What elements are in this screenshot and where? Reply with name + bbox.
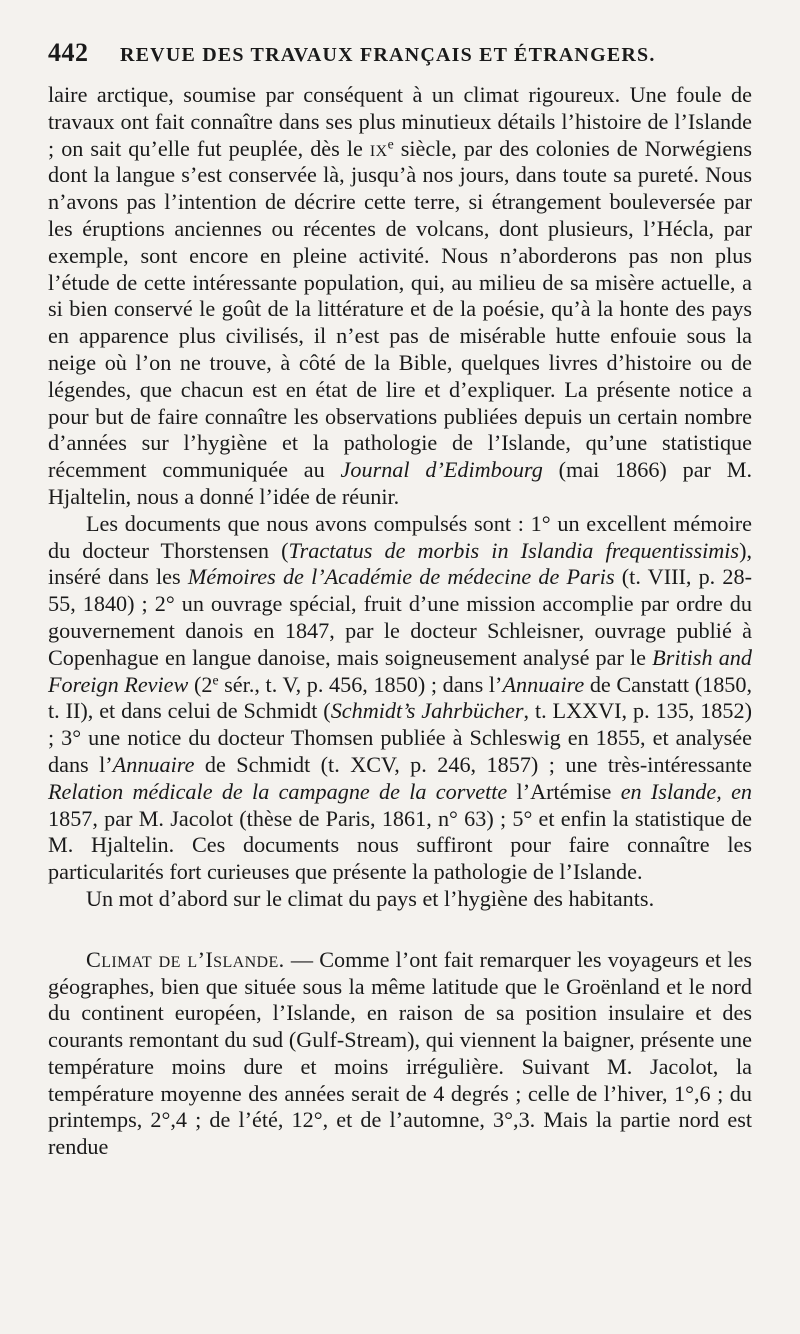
italic-title: Annuaire	[112, 751, 195, 777]
italic-title: Mémoires de l’Académie de médecine de Paris	[187, 564, 615, 590]
body-text	[48, 82, 752, 1161]
superscript: e	[212, 671, 219, 687]
italic-title: Schmidt’s Jahrbücher	[330, 698, 524, 724]
section-heading: Climat de l’Islande.	[86, 946, 285, 972]
page-number: 442	[48, 38, 89, 67]
text-run: sér., t. V, p. 456, 1850) ; dans l’	[218, 671, 503, 697]
text-run: l’Artémise	[507, 778, 621, 804]
running-head	[48, 38, 752, 74]
paragraph-3	[48, 886, 752, 913]
text-run: 1857, par M. Jacolot (thèse de Paris, 1861, n° 63) ; 5° et enfin la statistique de M. Hjaltelin. Ces documents nous suffiront pour faire connaître les particularités fort curieuses que présente la pathologie de l’Islande.	[48, 805, 752, 885]
italic-title: British and Foreign Review	[48, 644, 752, 697]
text-run: ), inséré dans les	[48, 537, 752, 590]
text-run: de Canstatt (1850, t. II), et dans celui de Schmidt (	[48, 671, 753, 724]
italic-title: Annuaire	[502, 671, 585, 697]
paragraph-4	[48, 947, 752, 1161]
text-run: (t. VIII, p. 28-55, 1840) ; 2° un ouvrage spécial, fruit d’une mission accomplie par ordre du gouvernement danois en 1847, par le docteur Schleisner, ouvrage publié à Copenhague en langue danoise, mais soigneusement analysé par le	[48, 564, 752, 670]
running-title: REVUE DES TRAVAUX FRANÇAIS ET ÉTRANGERS.	[120, 44, 656, 66]
section-gap	[48, 913, 752, 947]
paragraph-1	[48, 82, 752, 511]
text-run: — Comme l’ont fait remarquer les voyageurs et les géographes, bien que située sous la même latitude que le Groënland et le nord du continent européen, l’Islande, en raison de sa position insulaire et des courants remontant du sud (Gulf-Stream), qui viennent la baigner, présente une température moins dure et moins irrégulière. Suivant M. Jacolot, la température moyenne des années serait de 4 degrés ; celle de l’hiver, 1°,6 ; du printemps, 2°,4 ; de l’été, 12°, et de l’automne, 3°,3. Mais la partie nord est rendue	[48, 946, 752, 1160]
text-run: (mai 1866) par M. Hjaltelin, nous a donné l’idée de réunir.	[48, 457, 752, 509]
text-run: de Schmidt (t. XCV, p. 246, 1857) ; une très-intéressante	[194, 751, 752, 777]
text-run: laire arctique, soumise par conséquent à un climat rigoureux. Une foule de travaux ont fait connaître dans ses plus minutieux détails l’histoire de l’Islande ; on sait qu’elle fut peuplée, dès le	[48, 82, 752, 161]
text-run: siècle, par des colonies de Norwégiens dont la langue s’est conservée là, jusqu’à nos jours, dans toute sa pureté. Nous n’avons pas l’intention de décrire cette terre, si étrangement bouleversée par les éruptions anciennes ou récentes de volcans, dont plusieurs, l’Hécla, par exemple, sont encore en pleine activité. Nous n’aborderons pas non plus l’étude de cette intéressante population, qui, au milieu de sa misère actuelle, a si bien conservé le goût de la littérature et de la poésie, qu’à la honte des pays en apparence plus civilisés, il n’est pas de misérable hutte enfouie sous la neige où l’on ne trouve, à côté de la Bible, quelques livres d’histoire ou de légendes, que chacun est en état de lire et d’expliquer. La présente notice a pour but de faire connaître les observations publiées depuis un certain nombre d’années sur l’hygiène et la pathologie de l’Islande, qu’une statistique récemment communiquée au	[48, 135, 752, 483]
paragraph-2	[48, 511, 752, 886]
century-numeral: ix	[369, 135, 388, 161]
italic-journal-title: Journal d’Edimbourg	[340, 457, 543, 483]
text-run: Les documents que nous avons compulsés sont : 1° un excellent mémoire du docteur Thorstensen (	[48, 510, 752, 563]
text-run: (2	[188, 671, 213, 697]
italic-title: Tractatus de morbis in Islandia frequentissimis	[288, 537, 740, 563]
text-run: , t. LXXVI, p. 135, 1852) ; 3° une notice du docteur Thomsen publiée à Schleswig en 1855, et analysée dans l’	[48, 698, 752, 777]
text-run: Un mot d’abord sur le climat du pays et l’hygiène des habitants.	[86, 885, 655, 911]
italic-title: Relation médicale de la campagne de la corvette	[48, 778, 508, 804]
superscript: e	[387, 136, 394, 152]
italic-title: en Islande, en	[620, 778, 753, 804]
